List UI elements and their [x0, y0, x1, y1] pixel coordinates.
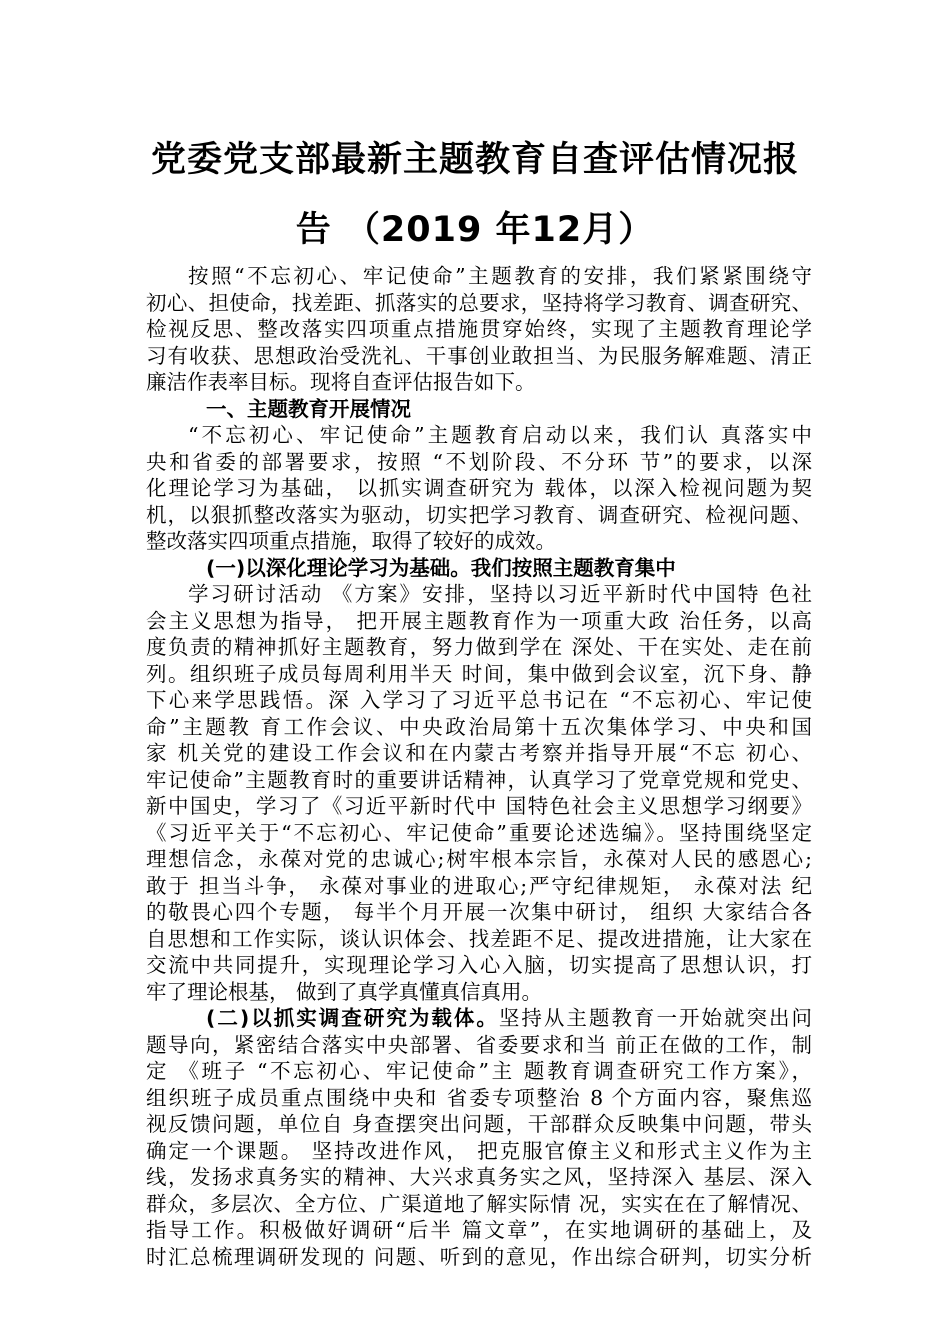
document-body: [146, 263, 812, 1270]
paragraph-line: 初心、担使命，找差距、抓落实的总要求，坚持将学习教育、调查研究、: [146, 290, 812, 315]
paragraph-line: 定 《班子 “不忘初心、牢记使命”主 题教育调查研究工作方案》，: [146, 1059, 812, 1083]
paragraph-line: 检视反思、整改落实四项重点措施贯穿始终，实现了主题教育理论学: [146, 317, 812, 341]
paragraph-line: 自思想和工作实际，谈认识体会、找差距不足、提改进措施，让大家在: [146, 926, 812, 951]
paragraph-line: 习有收获、思想政治受洗礼、干事创业敢担当、为民服务解难题、清正: [146, 343, 812, 368]
paragraph-line: 群众，多层次、全方位、广渠道地了解实际情 况，实实在在了解情况、: [146, 1191, 812, 1216]
paragraph-line: 命”主题教 育工作会议、中央政治局第十五次集体学习、中央和国: [146, 714, 812, 739]
paragraph-line: 交流中共同提升，实现理论学习入心入脑，切实提高了思想认识，打: [146, 953, 812, 977]
paragraph-line: 线，发扬求真务实的精神、大兴求真务实之风，坚持深入 基层、深入: [146, 1165, 812, 1189]
paragraph-line: 的敬畏心四个专题， 每半个月开展一次集中研讨， 组织 大家结合各: [146, 900, 812, 924]
document-title-line-2: 告 （2019 年12月）: [295, 210, 655, 250]
paragraph-line: 度负责的精神抓好主题教育，努力做到学在 深处、干在实处、走在前: [146, 635, 812, 659]
paragraph-line: 整改落实四项重点措施，取得了较好的成效。: [146, 529, 556, 553]
paragraph-line: “不忘初心、牢记使命”主题教育启动以来，我们认 真落实中: [188, 423, 812, 447]
paragraph-line: 下心来学思践悟。深 入学习了习近平总书记在 “不忘初心、牢记使: [146, 688, 812, 712]
paragraph-line: 理想信念，永葆对党的忠诚心;树牢根本宗旨，永葆对人民的感恩心;: [146, 847, 812, 871]
paragraph-line: 时汇总梳理调研发现的 问题、听到的意见，作出综合研判，切实分析: [146, 1244, 812, 1269]
paragraph-line: 牢了理论根基， 做到了真学真懂真信真用。: [146, 979, 543, 1004]
paragraph-line: 列。组织班子成员每周利用半天 时间，集中做到会议室，沉下身、静: [146, 661, 812, 686]
paragraph-line: 《习近平关于“不忘初心、牢记使命”重要论述选编》。坚持围绕坚定: [146, 820, 812, 845]
paragraph-line: 央和省委的部署要求，按照 “不划阶段、不分环 节”的要求，以深: [146, 449, 812, 474]
paragraph-line: 家 机关党的建设工作会议和在内蒙古考察并指导开展“不忘 初心、: [146, 741, 812, 765]
paragraph-line: 确定一个课题。 坚持改进作风， 把克服官僚主义和形式主义作为主: [146, 1138, 812, 1163]
paragraph-bold-lead: (二)以抓实调查研究为载体。: [206, 1006, 499, 1030]
document-title-line-1: 党委党支部最新主题教育自查评估情况报: [150, 140, 799, 180]
paragraph-line: 牢记使命”主题教育时的重要讲话精神，认真学习了党章党规和党史、: [146, 767, 812, 792]
paragraph-line: 会主义思想为指导， 把开展主题教育作为一项重大政 治任务，以高: [146, 608, 812, 633]
paragraph-line: 指导工作。积极做好调研“后半 篇文章”，在实地调研的基础上，及: [146, 1218, 812, 1242]
paragraph-text: 坚持从主题教育一开始就突出问: [498, 1006, 812, 1030]
paragraph-line: [146, 1005, 812, 1032]
paragraph-line: 机，以狠抓整改落实为驱动，切实把学习教育、调查研究、检视问题、: [146, 502, 812, 527]
section-heading: 一、主题教育开展情况: [206, 396, 411, 421]
paragraph-line: 题导向，紧密结合落实中央部署、省委要求和当 前正在做的工作，制: [146, 1032, 812, 1057]
paragraph-line: 视反馈问题，单位自 身查摆突出问题，干部群众反映集中问题，带头: [146, 1112, 812, 1136]
paragraph-line: 组织班子成员重点围绕中央和 省委专项整治 8 个方面内容，聚焦巡: [146, 1085, 812, 1110]
section-heading: (一)以深化理论学习为基础。我们按照主题教育集中: [206, 555, 676, 580]
paragraph-line: 化理论学习为基础， 以抓实调查研究为 载体，以深入检视问题为契: [146, 476, 812, 500]
paragraph-line: 廉洁作表率目标。现将自查评估报告如下。: [146, 370, 536, 394]
paragraph-line: 学习研讨活动 《方案》安排，坚持以习近平新时代中国特 色社: [188, 582, 812, 606]
paragraph-line: 新中国史，学习了《习近平新时代中 国特色社会主义思想学习纲要》: [146, 794, 812, 818]
paragraph-line: 按照“不忘初心、牢记使命”主题教育的安排，我们紧紧围绕守: [188, 264, 812, 288]
paragraph-line: 敢于 担当斗争， 永葆对事业的进取心;严守纪律规矩， 永葆对法 纪: [146, 873, 812, 898]
